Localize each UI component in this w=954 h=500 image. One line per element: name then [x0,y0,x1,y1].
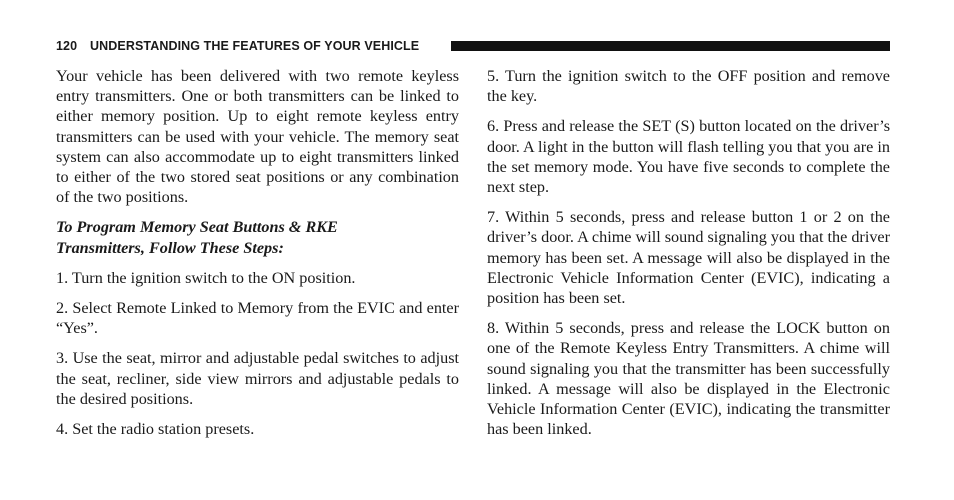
page-number: 120 [56,39,78,53]
step-2: 2. Select Remote Linked to Memory from the EVIC and enter “Yes”. [56,299,459,338]
step-6: 6. Press and release the SET (S) button located on the driver’s door. A light in the button will flash telling you that you are in the set memory mode. You have five seconds to complete the next step. [487,117,890,197]
procedure-heading-line-2: Transmitters, Follow These Steps: [56,238,284,257]
intro-paragraph: Your vehicle has been delivered with two remote keyless entry transmitters. One or both transmitters can be linked to either memory position. Up to eight remote keyless entry transmitters can be used with your vehicle. The memory seat system can also accommodate up to eight transmitters linked to either of the two stored seat positions or any combination of the two positions. [56,67,459,207]
right-column [487,66,890,449]
section-title: UNDERSTANDING THE FEATURES OF YOUR VEHICLE [90,39,420,53]
step-3: 3. Use the seat, mirror and adjustable pedal switches to adjust the seat, recliner, side view mirrors and adjustable pedals to the desired positions. [56,349,459,408]
step-4: 4. Set the radio station presets. [56,420,255,439]
step-5: 5. Turn the ignition switch to the OFF position and remove the key. [487,67,890,106]
left-column [56,66,459,449]
step-8: 8. Within 5 seconds, press and release the LOCK button on one of the Remote Keyless Entry Transmitters. A chime will sound signaling you that the transmitter has been successfully linked. A message will also be displayed in the Electronic Vehicle Information Center (EVIC), indicating the transmitter has been linked. [487,319,890,439]
page-header [56,38,890,54]
procedure-heading [56,217,459,257]
header-rule-bar [451,41,890,51]
procedure-heading-line-1: To Program Memory Seat Buttons & RKE [56,218,338,237]
step-7: 7. Within 5 seconds, press and release button 1 or 2 on the driver’s door. A chime will sound signaling you that the driver memory has been set. A message will also be displayed in the Electronic Vehicle Information Center (EVIC), indicating a position has been set. [487,208,890,308]
step-1: 1. Turn the ignition switch to the ON position. [56,268,356,287]
